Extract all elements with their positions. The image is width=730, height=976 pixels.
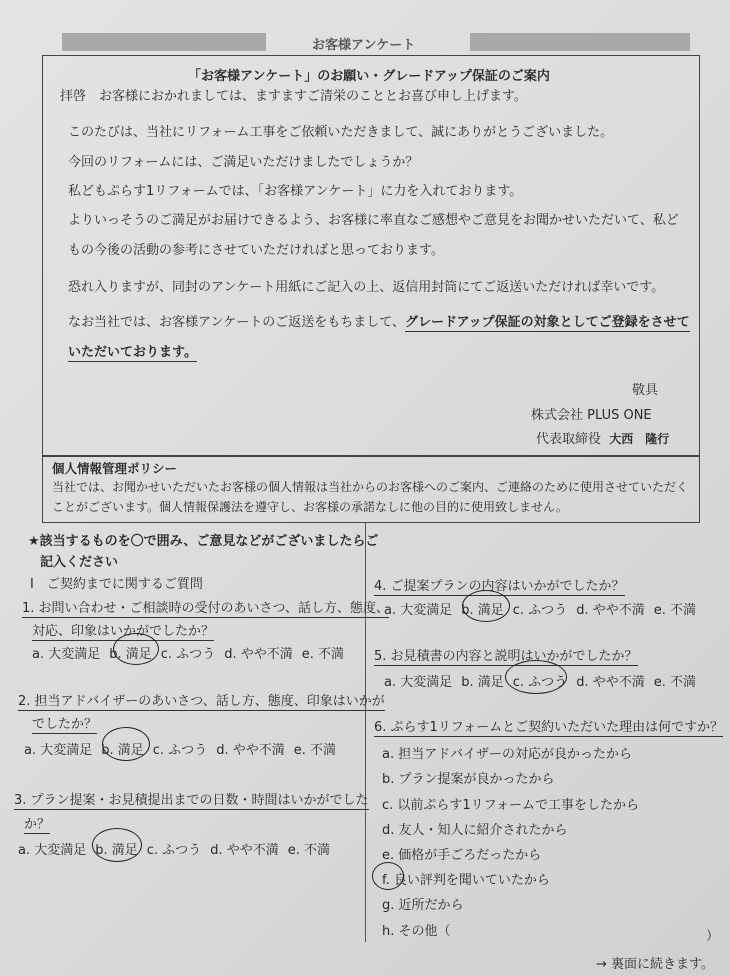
instruction: 記入ください: [40, 555, 119, 570]
redacted-bar-left: [62, 33, 266, 51]
option-c[interactable]: c. ふつう: [152, 743, 208, 758]
letter-line: [68, 311, 690, 330]
question-4: 4. ご提案プランの内容はいかがでしたか？: [374, 575, 625, 596]
option-b[interactable]: b. 満足: [461, 603, 504, 618]
q3-options: [18, 839, 339, 858]
reason-e[interactable]: e. 価格が手ごろだったから: [382, 848, 542, 863]
question-2: でしたか？: [32, 713, 97, 734]
reason-c[interactable]: c. 以前ぷらす1リフォームで工事をしたから: [382, 798, 640, 813]
option-a[interactable]: a. 大変満足: [18, 843, 87, 858]
reason-f[interactable]: f. 良い評判を聞いていたから: [382, 873, 550, 888]
question-1: 1. お問い合わせ・ご相談時の受付のあいさつ、話し方、態度、: [22, 597, 389, 618]
letter-text: なお当社では、お客様アンケートのご返送をもちまして、: [68, 315, 405, 330]
rep-title: 代表取締役: [536, 432, 602, 447]
letter-line: [68, 341, 197, 360]
section-heading: Ⅰ ご契約までに関するご質問: [30, 577, 203, 592]
letter-title: 「お客様アンケート」のお願い・グレードアップ保証のご案内: [188, 69, 550, 84]
guarantee-emphasis: グレードアップ保証の対象としてご登録をさせて: [404, 315, 690, 330]
redacted-bar-right: [470, 33, 690, 51]
letter-line: よりいっそうのご満足がお届けできるよう、お客様に率直なご感想やご意見をお聞かせいただいて、私ど: [68, 213, 679, 228]
selection-circle: [462, 590, 510, 622]
option-c[interactable]: c. ふつう: [160, 647, 216, 662]
reason-a[interactable]: a. 担当アドバイザーの対応が良かったから: [382, 747, 632, 762]
letter-line: もの今後の活動の参考にさせていただければと思っております。: [68, 243, 444, 258]
q1-options: [32, 643, 353, 662]
selection-circle: [113, 633, 159, 665]
page-title: お客様アンケート: [312, 38, 416, 53]
question-5: 5. お見積書の内容と説明はいかがでしたか？: [374, 645, 638, 666]
policy-heading: 個人情報管理ポリシー: [52, 461, 178, 476]
letter-line: 今回のリフォームには、ご満足いただけましたでしょうか？: [68, 155, 419, 170]
option-d[interactable]: d. やや不満: [210, 843, 279, 858]
question-1: 対応、印象はいかがでしたか？: [32, 620, 214, 641]
option-d[interactable]: d. やや不満: [224, 647, 293, 662]
option-e[interactable]: e. 不満: [293, 743, 336, 758]
letter-line: 拝啓 お客様におかれましては、ますますご清栄のこととお喜び申し上げます。: [60, 89, 527, 104]
option-d[interactable]: d. やや不満: [576, 603, 645, 618]
guarantee-emphasis: いただいております。: [68, 345, 197, 360]
letter-line: このたびは、当社にリフォーム工事をご依頼いただきまして、誠にありがとうございました。: [68, 125, 614, 140]
selection-circle: [102, 727, 150, 761]
option-b[interactable]: b. 満足: [109, 647, 152, 662]
option-b[interactable]: b. 満足: [95, 843, 138, 858]
selection-circle: [372, 862, 404, 890]
policy-text: ことがございます。個人情報保護法を遵守し、お客様の承諾なしに他の目的に使用致しません。: [52, 500, 568, 514]
letter-line: 恐れ入りますが、同封のアンケート用紙にご記入の上、返信用封筒にてご返送いただければ幸いです。: [68, 280, 665, 295]
option-c[interactable]: c. ふつう: [512, 603, 568, 618]
option-e[interactable]: e. 不満: [653, 675, 696, 690]
option-b[interactable]: b. 満足: [461, 675, 504, 690]
representative: [536, 428, 669, 447]
option-d[interactable]: d. やや不満: [576, 675, 645, 690]
option-a[interactable]: a. 大変満足: [384, 603, 453, 618]
option-a[interactable]: a. 大変満足: [384, 675, 453, 690]
q4-options: [384, 599, 705, 618]
option-e[interactable]: e. 不満: [287, 843, 330, 858]
reason-g[interactable]: g. 近所だから: [382, 898, 464, 913]
question-3: 3. プラン提案・お見積提出までの日数・時間はいかがでした: [14, 789, 369, 810]
column-divider: [365, 522, 366, 942]
question-2: 2. 担当アドバイザーのあいさつ、話し方、態度、印象はいかが: [18, 690, 385, 711]
policy-text: 当社では、お聞かせいただいたお客様の個人情報は当社からのお客様へのご案内、ご連絡のために使用させていただく: [52, 480, 689, 494]
reason-d[interactable]: d. 友人・知人に紹介されたから: [382, 823, 568, 838]
selection-circle: [505, 660, 567, 694]
q2-options: [24, 739, 345, 758]
continue-note: → 裏面に続きます。: [596, 957, 714, 972]
reason-h[interactable]: h. その他（: [382, 924, 451, 939]
rep-signature: 大西 隆行: [609, 432, 670, 446]
company-name: 株式会社 PLUS ONE: [531, 408, 652, 423]
letter-line: 私どもぷらす1リフォームでは、「お客様アンケート」に力を入れております。: [68, 184, 523, 199]
option-d[interactable]: d. やや不満: [216, 743, 285, 758]
question-6: 6. ぷらす1リフォームとご契約いただいた理由は何ですか？: [374, 716, 723, 737]
question-3: か？: [24, 813, 50, 834]
option-e[interactable]: e. 不満: [653, 603, 696, 618]
closing: 敬具: [632, 383, 659, 398]
option-c[interactable]: c. ふつう: [512, 675, 568, 690]
option-a[interactable]: a. 大変満足: [24, 743, 93, 758]
close-paren: ）: [706, 929, 720, 944]
option-c[interactable]: c. ふつう: [146, 843, 202, 858]
option-e[interactable]: e. 不満: [301, 647, 344, 662]
selection-circle: [92, 828, 142, 862]
reason-b[interactable]: b. プラン提案が良かったから: [382, 772, 555, 787]
instruction: ★該当するものを〇で囲み、ご意見などがございましたらご: [28, 534, 379, 549]
option-a[interactable]: a. 大変満足: [32, 647, 101, 662]
option-b[interactable]: b. 満足: [101, 743, 144, 758]
